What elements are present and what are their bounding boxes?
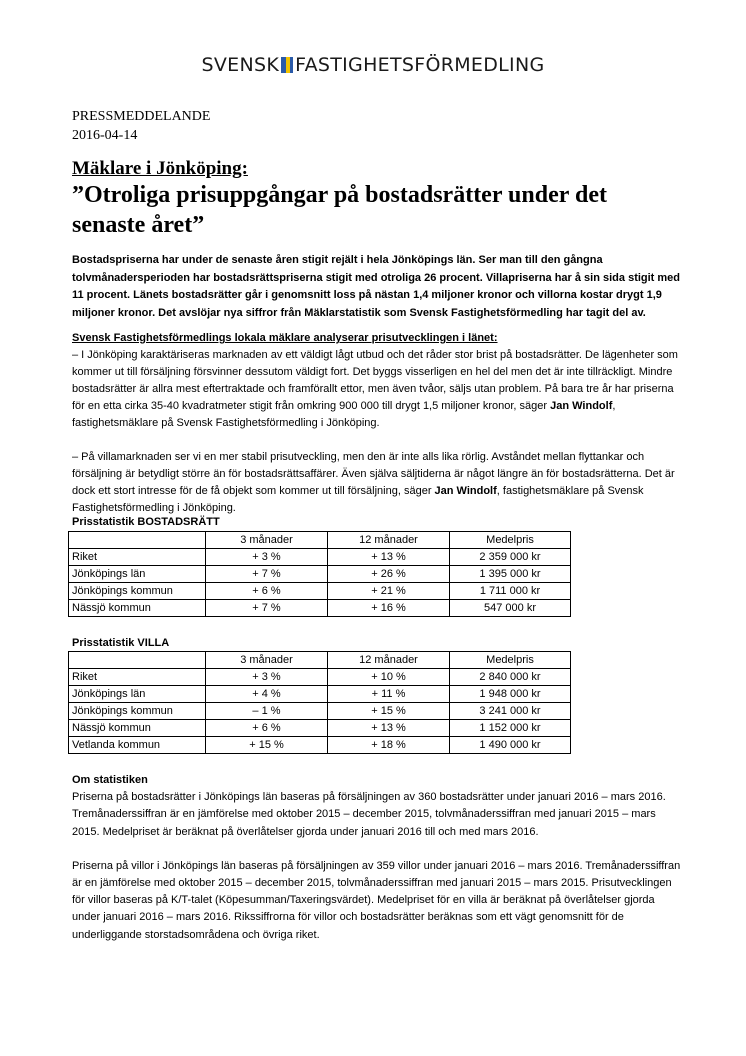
table-row xyxy=(69,686,571,703)
analysis-heading: Svensk Fastighetsförmedlings lokala mäklare analyserar prisutvecklingen i länet: xyxy=(72,332,498,344)
table-row xyxy=(69,583,571,600)
table-cell: Jönköpings kommun xyxy=(69,583,206,600)
table-cell: + 21 % xyxy=(328,583,450,600)
table-cell: + 7 % xyxy=(206,600,328,617)
table-bostadsratt xyxy=(68,531,571,617)
table-cell: + 6 % xyxy=(206,583,328,600)
table-cell: + 15 % xyxy=(206,737,328,754)
table-header-cell xyxy=(69,532,206,549)
table-villa-title: Prisstatistik VILLA xyxy=(72,637,170,649)
table-cell: 1 711 000 kr xyxy=(450,583,571,600)
table-cell: + 13 % xyxy=(328,720,450,737)
lead-paragraph: Bostadspriserna har under de senaste åren stigit rejält i hela Jönköpings län. Ser man till den gångna tolvmånadersperioden har bostadsrättspriserna stigit med otroliga 26 procent. Villapriserna har å sin sida stigit med 11 procent. Länets bostadsrätter går i genomsnitt loss på nästan 1,4 miljoner kronor och villorna kostar drygt 1,9 miljoner kronor. Det avslöjar nya siffror från Mäklarstatistik som Svensk Fastighetsförmedling har tagit del av. xyxy=(72,254,681,319)
table-cell: Nässjö kommun xyxy=(69,720,206,737)
table-cell: + 16 % xyxy=(328,600,450,617)
table-header-cell xyxy=(69,652,206,669)
swedish-flag-icon xyxy=(281,57,293,73)
table-cell: 1 395 000 kr xyxy=(450,566,571,583)
table-header-row xyxy=(69,652,571,669)
table-cell: Riket xyxy=(69,549,206,566)
table-cell: + 13 % xyxy=(328,549,450,566)
press-release-meta xyxy=(72,107,210,145)
table-cell: + 3 % xyxy=(206,549,328,566)
about-heading: Om statistiken xyxy=(72,774,148,786)
table-row xyxy=(69,566,571,583)
table-row xyxy=(69,737,571,754)
table-cell: Jönköpings kommun xyxy=(69,703,206,720)
table-cell: Vetlanda kommun xyxy=(69,737,206,754)
table-cell: Nässjö kommun xyxy=(69,600,206,617)
table-villa xyxy=(68,651,571,754)
table-cell: + 4 % xyxy=(206,686,328,703)
analysis-paragraph-1: – I Jönköping karaktäriseras marknaden av ett väldigt lågt utbud och det råder stor brist på bostadsrätter. De lägenheter som kommer ut till försäljning försvinner dessutom väldigt fort. Det byggs visserligen en hel del men det är inte tillräckligt. Mindre bostadsrätter är allra mest eftertraktade och framförallt ettor, men även tvåor, säljs utan problem. På bara tre år har priserna för en etta cirka 35-40 kvadratmeter stigit från omkring 900 000 till drygt 1,5 miljoner kronor, säger Jan Windolf, fastighetsmäklare på Svensk Fastighetsförmedling i Jönköping. xyxy=(72,349,678,429)
release-date: 2016-04-14 xyxy=(72,128,138,143)
table-cell: + 26 % xyxy=(328,566,450,583)
table-cell: + 15 % xyxy=(328,703,450,720)
table-row xyxy=(69,549,571,566)
page-title: ”Otroliga prisuppgångar på bostadsrätter under det senaste året” xyxy=(72,182,607,238)
table-header-cell: Medelpris xyxy=(450,652,571,669)
table-header-cell: Medelpris xyxy=(450,532,571,549)
company-logo xyxy=(0,54,746,76)
logo-text-right: FASTIGHETSFÖRMEDLING xyxy=(295,54,545,76)
about-statistics xyxy=(72,772,684,944)
table-cell: + 3 % xyxy=(206,669,328,686)
table-cell: – 1 % xyxy=(206,703,328,720)
analysis-section xyxy=(72,330,684,517)
table-cell: + 11 % xyxy=(328,686,450,703)
analysis-paragraph-2: – På villamarknaden ser vi en mer stabil prisutveckling, men den är inte alls lika rörlig. Avståndet mellan flyttankar och försäljning är betydligt större än för bostadsrättsaffärer. Även själva säljtiderna är något längre än för bostadsrätterna. Det är dock ett stort intresse för de få objekt som kommer ut till försäljning, säger Jan Windolf, fastighetsmäklare på Svensk Fastighetsförmedling i Jönköping. xyxy=(72,451,675,514)
table-header-cell: 12 månader xyxy=(328,532,450,549)
table-cell: 547 000 kr xyxy=(450,600,571,617)
table-cell: 1 948 000 kr xyxy=(450,686,571,703)
table-row xyxy=(69,669,571,686)
table-header-cell: 12 månader xyxy=(328,652,450,669)
table-bostadsratt-title: Prisstatistik BOSTADSRÄTT xyxy=(72,516,220,528)
agent-name: Jan Windolf xyxy=(550,400,613,412)
table-cell: 1 152 000 kr xyxy=(450,720,571,737)
document-type: PRESSMEDDELANDE xyxy=(72,109,211,124)
table-cell: Jönköpings län xyxy=(69,686,206,703)
table-cell: 2 840 000 kr xyxy=(450,669,571,686)
table-cell: + 18 % xyxy=(328,737,450,754)
table-cell: 2 359 000 kr xyxy=(450,549,571,566)
table-row xyxy=(69,703,571,720)
table-header-cell: 3 månader xyxy=(206,532,328,549)
table-cell: + 7 % xyxy=(206,566,328,583)
table-row xyxy=(69,720,571,737)
about-paragraph-1: Priserna på bostadsrätter i Jönköpings län baseras på försäljningen av 360 bostadsrätter under januari 2016 – mars 2016. Tremånaderssiffran är en jämförelse med oktober 2015 – december 2015, tolvmånaderssiffran med januari 2015 – mars 2015. Medelpriset är beräknat på överlåtelser gjorda under januari 2016 till och med mars 2016. xyxy=(72,791,666,838)
table-cell: Riket xyxy=(69,669,206,686)
table-cell: + 6 % xyxy=(206,720,328,737)
pretitle: Mäklare i Jönköping: xyxy=(72,158,248,179)
table-header-cell: 3 månader xyxy=(206,652,328,669)
table-row xyxy=(69,600,571,617)
logo-text-left: SVENSK xyxy=(201,54,280,76)
table-cell: Jönköpings län xyxy=(69,566,206,583)
table-header-row xyxy=(69,532,571,549)
table-cell: 1 490 000 kr xyxy=(450,737,571,754)
about-paragraph-2: Priserna på villor i Jönköpings län baseras på försäljningen av 359 villor under januari 2016 – mars 2016. Tremånaderssiffran är en jämförelse med oktober 2015 – december 2015, tolvmånaderssiffran med januari 2015 – mars 2015. Prisutvecklingen för villor baseras på K/T-talet (Köpesumman/Taxeringsvärdet). Medelpriset för en villa är beräknat på överlåtelser gjorda under januari 2016 – mars 2016. Rikssiffrorna för villor och bostadsrätter beräknas som ett vägt genomsnitt för de underliggande storstadsområdena och övriga riket. xyxy=(72,859,681,941)
table-cell: 3 241 000 kr xyxy=(450,703,571,720)
table-cell: + 10 % xyxy=(328,669,450,686)
agent-name: Jan Windolf xyxy=(434,485,497,497)
